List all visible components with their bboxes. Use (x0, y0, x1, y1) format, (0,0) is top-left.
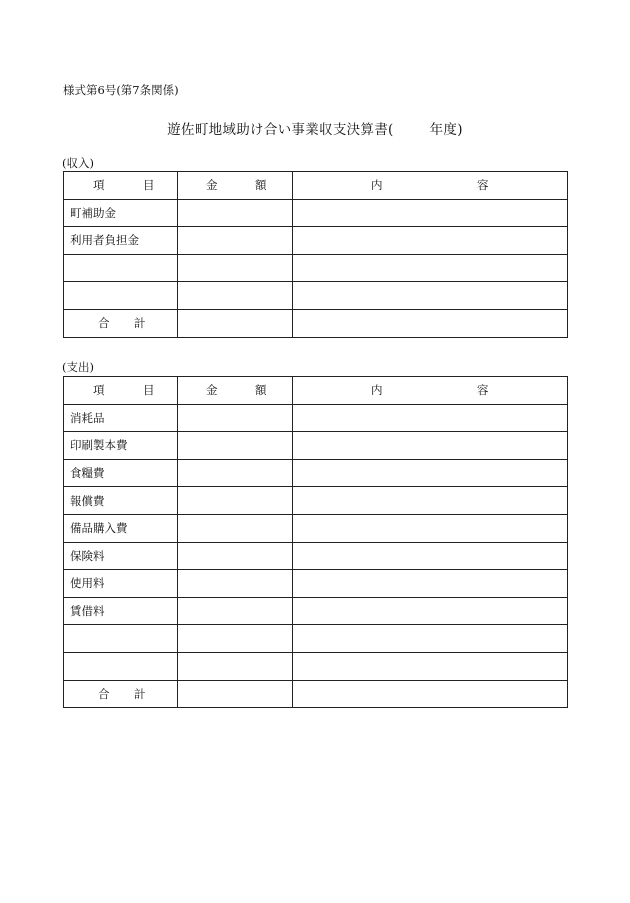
table-row (64, 254, 568, 282)
header-amount: 金 額 (178, 172, 293, 200)
amount-cell[interactable] (178, 652, 293, 680)
total-amount-cell[interactable] (178, 309, 293, 337)
amount-cell[interactable] (178, 282, 293, 310)
item-cell[interactable]: 印刷製本費 (64, 432, 178, 460)
content-cell[interactable] (293, 199, 568, 227)
header-item: 項 目 (64, 172, 178, 200)
amount-cell[interactable] (178, 514, 293, 542)
content-cell[interactable] (293, 597, 568, 625)
title-year-suffix: 年度) (429, 122, 463, 138)
form-number: 様式第6号(第7条関係) (63, 83, 179, 97)
table-row (64, 542, 568, 570)
table-row (64, 459, 568, 487)
expense-header-row (64, 377, 568, 405)
item-cell[interactable]: 報償費 (64, 487, 178, 515)
item-cell[interactable] (64, 282, 178, 310)
content-cell[interactable] (293, 570, 568, 598)
content-cell[interactable] (293, 404, 568, 432)
item-cell[interactable]: 備品購入費 (64, 514, 178, 542)
total-label-cell: 合 計 (64, 309, 178, 337)
expense-table (63, 376, 568, 708)
document-title (0, 118, 630, 138)
content-cell[interactable] (293, 227, 568, 255)
table-row (64, 199, 568, 227)
amount-cell[interactable] (178, 487, 293, 515)
amount-cell[interactable] (178, 404, 293, 432)
item-cell[interactable]: 使用料 (64, 570, 178, 598)
header-content: 内 容 (293, 377, 568, 405)
amount-cell[interactable] (178, 432, 293, 460)
item-cell[interactable] (64, 625, 178, 653)
header-item: 項 目 (64, 377, 178, 405)
item-cell[interactable]: 保険料 (64, 542, 178, 570)
content-cell[interactable] (293, 487, 568, 515)
amount-cell[interactable] (178, 227, 293, 255)
item-cell[interactable]: 消耗品 (64, 404, 178, 432)
income-table (63, 171, 568, 338)
amount-cell[interactable] (178, 597, 293, 625)
table-row (64, 282, 568, 310)
table-row (64, 597, 568, 625)
table-row (64, 227, 568, 255)
amount-cell[interactable] (178, 570, 293, 598)
item-cell[interactable] (64, 652, 178, 680)
item-cell[interactable] (64, 254, 178, 282)
amount-cell[interactable] (178, 542, 293, 570)
total-content-cell[interactable] (293, 680, 568, 708)
content-cell[interactable] (293, 625, 568, 653)
table-row (64, 432, 568, 460)
content-cell[interactable] (293, 459, 568, 487)
content-cell[interactable] (293, 514, 568, 542)
header-amount: 金 額 (178, 377, 293, 405)
income-label: (収入) (62, 156, 94, 170)
amount-cell[interactable] (178, 254, 293, 282)
total-content-cell[interactable] (293, 309, 568, 337)
table-row (64, 487, 568, 515)
item-cell[interactable]: 賃借料 (64, 597, 178, 625)
income-total-row (64, 309, 568, 337)
table-row (64, 514, 568, 542)
amount-cell[interactable] (178, 625, 293, 653)
amount-cell[interactable] (178, 459, 293, 487)
table-row (64, 652, 568, 680)
content-cell[interactable] (293, 282, 568, 310)
content-cell[interactable] (293, 254, 568, 282)
header-content: 内 容 (293, 172, 568, 200)
income-header-row (64, 172, 568, 200)
amount-cell[interactable] (178, 199, 293, 227)
content-cell[interactable] (293, 542, 568, 570)
item-cell[interactable]: 利用者負担金 (64, 227, 178, 255)
content-cell[interactable] (293, 432, 568, 460)
title-main: 遊佐町地域助け合い事業収支決算書( (167, 122, 394, 138)
item-cell[interactable]: 町補助金 (64, 199, 178, 227)
expense-total-row (64, 680, 568, 708)
total-amount-cell[interactable] (178, 680, 293, 708)
item-cell[interactable]: 食糧費 (64, 459, 178, 487)
table-row (64, 570, 568, 598)
expense-label: (支出) (62, 360, 94, 374)
content-cell[interactable] (293, 652, 568, 680)
table-row (64, 625, 568, 653)
total-label-cell: 合 計 (64, 680, 178, 708)
table-row (64, 404, 568, 432)
